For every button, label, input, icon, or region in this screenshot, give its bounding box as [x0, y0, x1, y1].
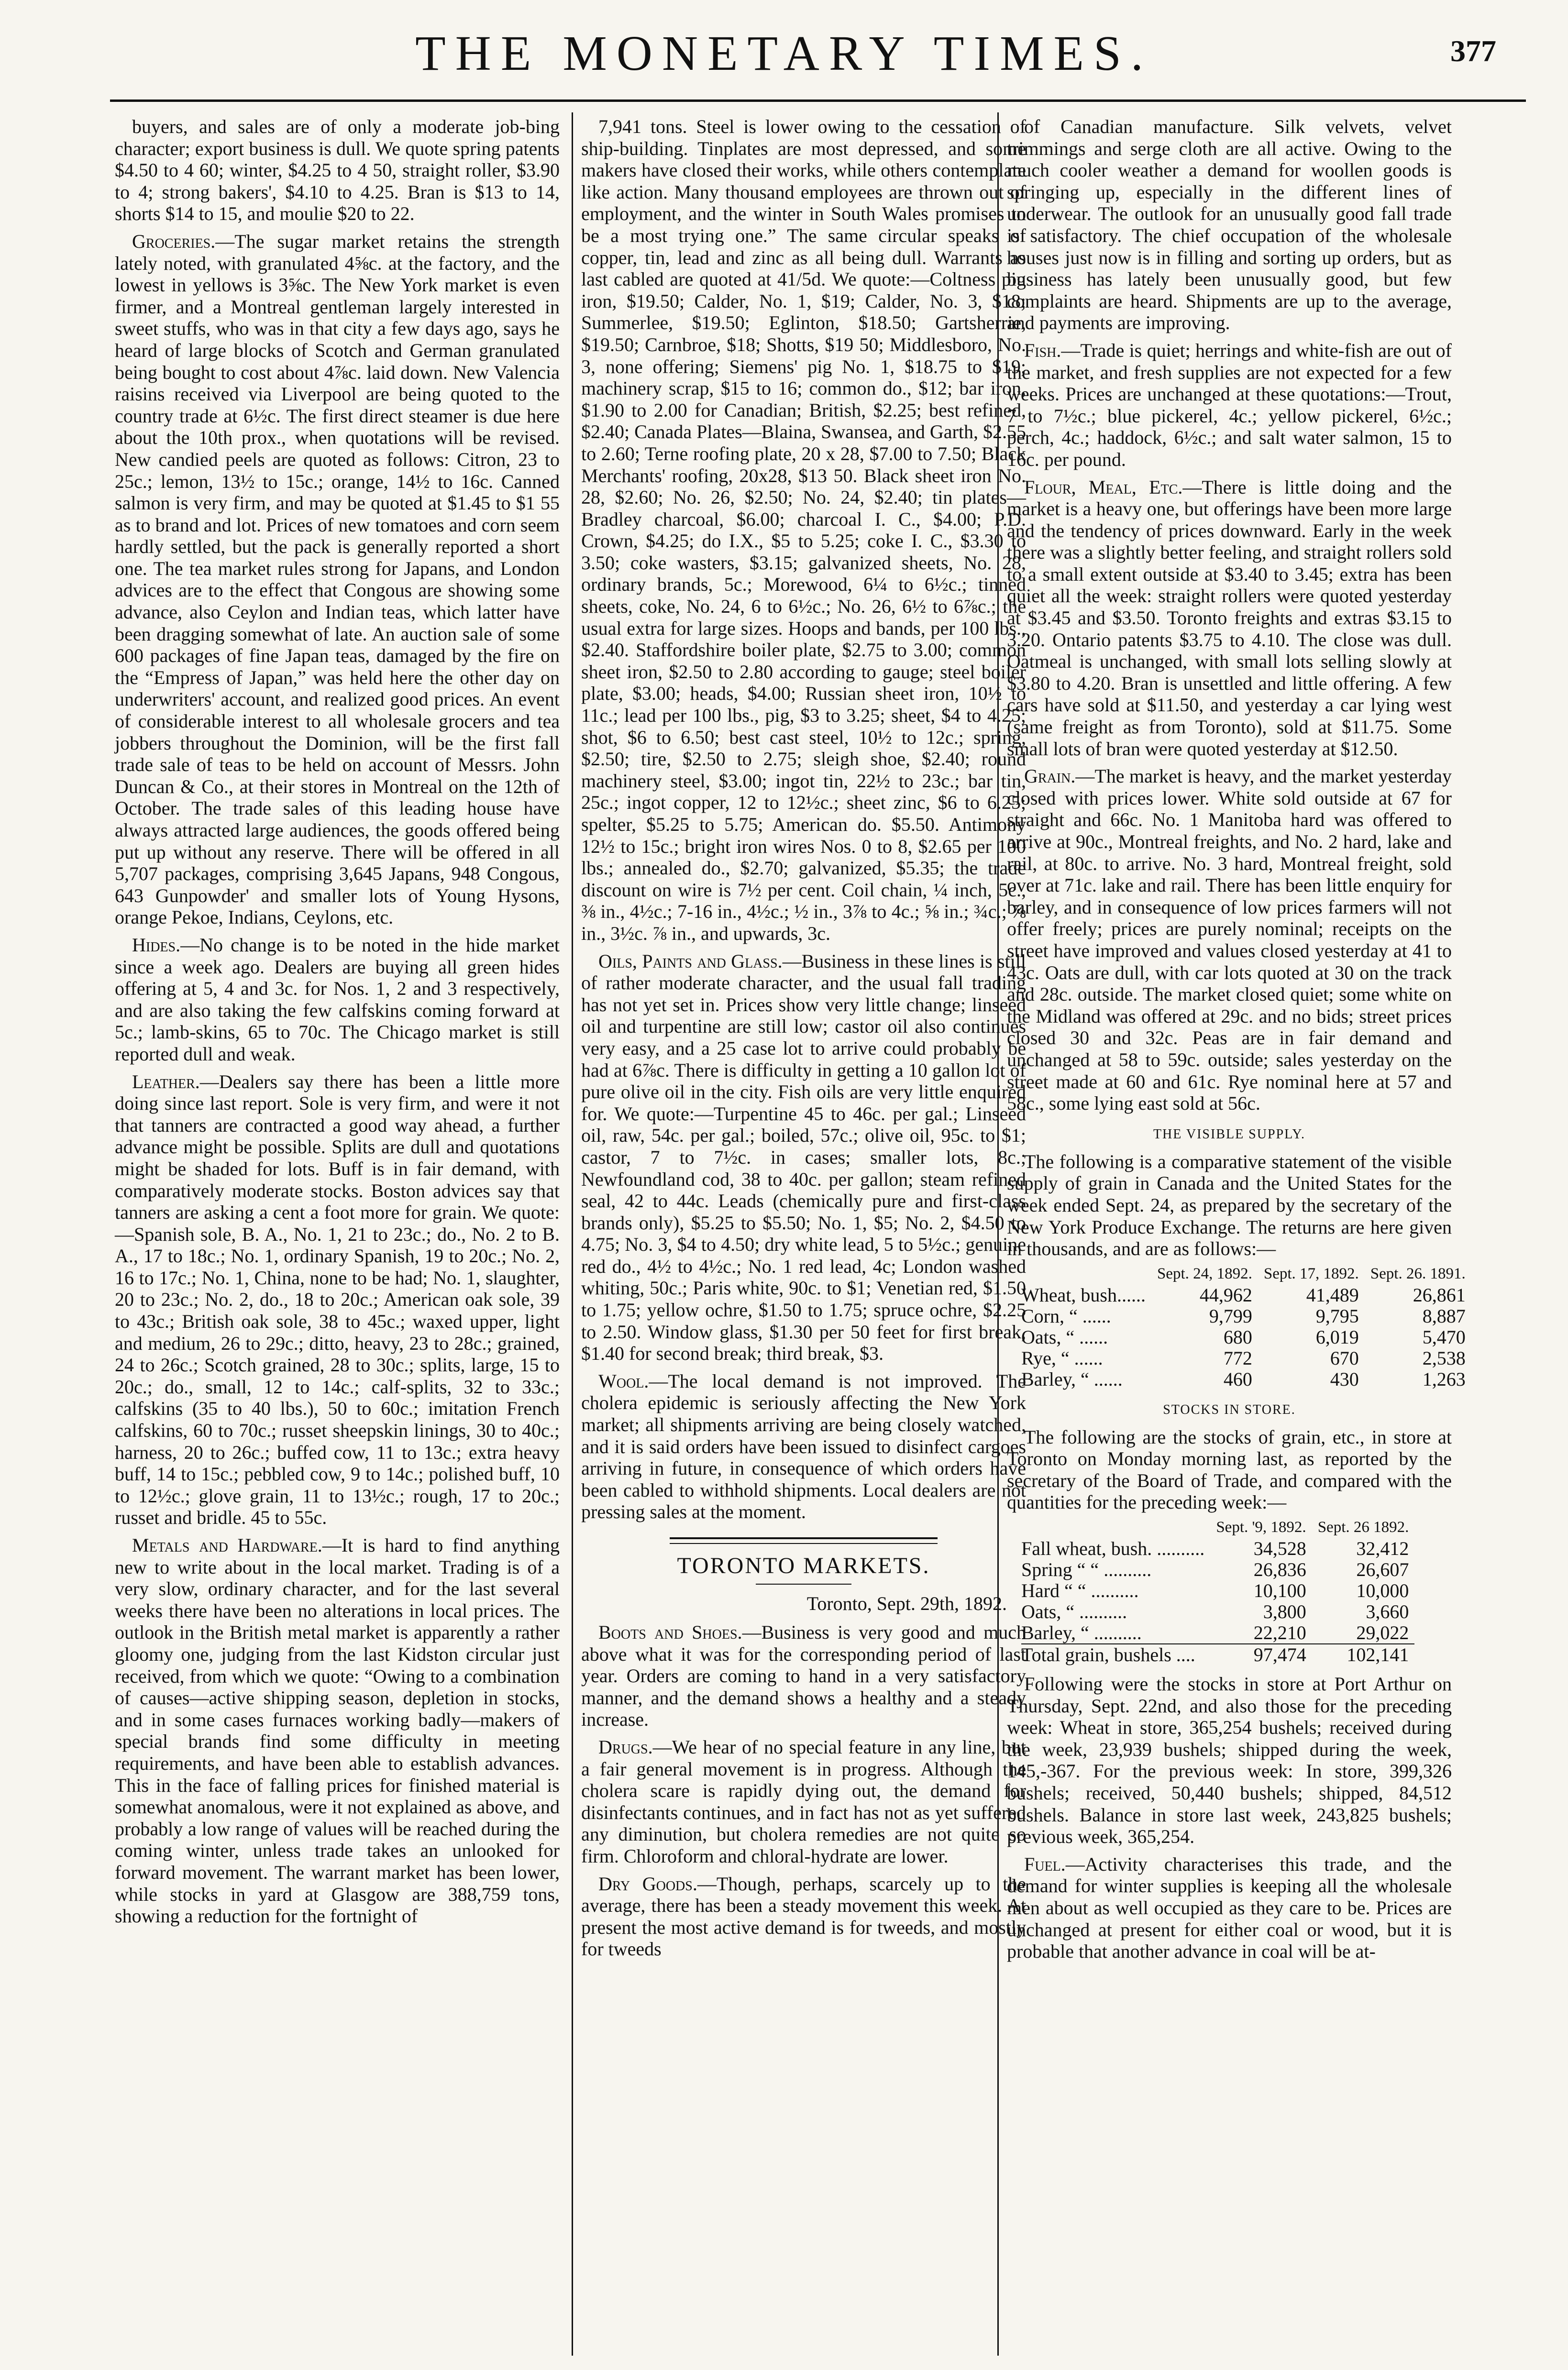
- section-head: Groceries.: [132, 230, 216, 252]
- dateline: Toronto, Sept. 29th, 1892.: [806, 1593, 1007, 1614]
- article-paragraph: [581, 1621, 1026, 1731]
- paragraph-text: Following were the stocks in store at Port Arthur on Thursday, Sept. 22nd, and also those for the preceding week: Wheat in store, 365,254 bushels; received during the week, 23,939 bushels; shipped during the week, 145,-367. For the previous week: In store, 399,326 bushels; received, 50,440 bushels; shipped, 84,512 bushels. Balance in store last week, 243,825 bushels; previous week, 365,254.: [1007, 1673, 1452, 1848]
- table-cell: 5,470: [1422, 1326, 1466, 1348]
- section-head: Grain.: [1024, 765, 1076, 787]
- paragraph-text: of Canadian manufacture. Silk velvets, velvet trimmings and serge cloth are all active. Owing to the much cooler weather a demand for woollen goods is springing up, especially in the different lines of underwear. The outlook for an unusually good fall trade is satisfactory. The chief occupation of the wholesale houses just now is in filling and sorting up orders, but as business has lately been unusually good, but few complaints are heard. Shipments are up to the average, and payments are improving.: [1007, 116, 1452, 334]
- section-head: Drugs.: [598, 1736, 653, 1758]
- table-cell: 2,538: [1422, 1347, 1466, 1369]
- section-title: TORONTO MARKETS.: [677, 1553, 930, 1578]
- column-header: Sept. 26. 1891.: [1370, 1265, 1466, 1282]
- table-cell: 3,660: [1366, 1601, 1409, 1623]
- row-label: Total grain, bushels ....: [1021, 1644, 1210, 1665]
- paragraph-text: —Trade is quiet; herrings and white-fish are out of the market, and fresh supplies are not expected for a few weeks. Prices are unchanged at these quotations:—Trout, 7 to 7½c.; blue pickerel, 4c.; yellow pickerel, 6½c.; perch, 4c.; haddock, 6½c.; and salt water salmon, 15 to 16c. per pound.: [1007, 339, 1452, 470]
- table-row: [1021, 1348, 1471, 1369]
- stocks-in-store-table: [1021, 1519, 1414, 1665]
- section-head: Boots and Shoes.: [598, 1621, 742, 1643]
- stocks-in-store-intro: The following are the stocks of grain, etc., in store at Toronto on Monday morning last, as reported by the secretary of the Board of Trade, and compared with the quantities for the preceding week:—: [1007, 1426, 1452, 1513]
- section-head: Leather.: [132, 1070, 200, 1092]
- article-paragraph: [115, 1071, 560, 1529]
- table-cell: 680: [1223, 1326, 1252, 1348]
- section-head: Dry Goods.: [598, 1873, 697, 1895]
- column-2: [581, 116, 1026, 1966]
- table-row: [1021, 1285, 1471, 1306]
- table-cell: 97,474: [1210, 1644, 1312, 1665]
- paragraph-text: —The market is heavy, and the market yesterday closed with prices lower. White sold outside at 67 for straight and 66c. No. 1 Manitoba hard was offered to arrive at 90c., Montreal freights, and No. 2 hard, lake and rail, at 80c. to arrive. No. 3 hard, Montreal freight, sold over at 71c. lake and rail. There has been little enquiry for barley, and in consequence of low prices farmers will not offer freely; prices are purely nominal; receipts on the street have improved and values closed yesterday at 41 to 43c. Oats are dull, with car lots quoted at 30 on the track and 28c. outside. The market closed quiet; some white on the Midland was offered at 29c. and no bids; street prices closed 30 and 32c. Peas are in fair demand and unchanged at 58 to 59c. outside; sales yesterday on the street made at 60 and 61c. Rye nominal here at 57 and 58c., some lying east sold at 56c.: [1007, 765, 1452, 1114]
- row-label: Barley, “ ......: [1021, 1368, 1123, 1390]
- column-header: Sept. 26 1892.: [1317, 1519, 1409, 1536]
- table-cell: 29,022: [1356, 1622, 1409, 1644]
- table-cell: 1,263: [1422, 1368, 1466, 1390]
- row-label: Hard “ “ ..........: [1021, 1580, 1139, 1602]
- article-paragraph: [115, 116, 560, 225]
- table-cell: 10,100: [1253, 1580, 1306, 1602]
- section-head: Oils, Paints and Glass.: [598, 950, 783, 972]
- table-row: [1021, 1580, 1414, 1601]
- paragraph-text: —Though, perhaps, scarcely up to the average, there has been a steady movement this week. At present the most active demand is for tweeds, and mostly for tweeds: [581, 1873, 1026, 1960]
- table-cell: 22,210: [1253, 1622, 1306, 1644]
- article-paragraph: [1007, 116, 1452, 334]
- table-cell: 26,836: [1253, 1559, 1306, 1581]
- article-paragraph: [115, 934, 560, 1065]
- table-row: [1021, 1622, 1414, 1644]
- row-label: Wheat, bush......: [1021, 1284, 1146, 1306]
- table-cell: 102,141: [1312, 1644, 1415, 1665]
- table-cell: 41,489: [1306, 1284, 1359, 1306]
- table-cell: 772: [1223, 1347, 1252, 1369]
- column-rule: [572, 112, 573, 2356]
- article-paragraph: [1007, 1673, 1452, 1848]
- row-label: Oats, “ ..........: [1021, 1601, 1127, 1623]
- article-paragraph: [581, 950, 1026, 1365]
- row-label: Spring “ “ ..........: [1021, 1559, 1152, 1581]
- article-paragraph: [581, 1736, 1026, 1867]
- paragraph-text: —There is little doing and the market is a heavy one, but offerings have been more large and the tendency of prices downward. Early in the week there was a slightly better feeling, and straight rollers sold to a small extent outside at $3.40 to 3.45; extra has been quiet all the week: straight rollers were quoted yesterday at $3.45 and $3.50. Toronto freights and extras $3.15 to 3.20. Ontario patents $3.75 to 4.10. The close was dull. Oatmeal is unchanged, with small lots selling slowly at $3.80 to 4.20. Bran is unsettled and little offering. A few cars have sold at $11.50, and yesterday a car lying west (same freight as from Toronto), sold at $11.75. Some small lots of bran were quoted yesterday at $12.50.: [1007, 476, 1452, 760]
- article-paragraph: [1007, 340, 1452, 471]
- column-header: [1021, 1266, 1151, 1285]
- row-label: Oats, “ ......: [1021, 1326, 1108, 1348]
- table-row: [1021, 1601, 1414, 1622]
- visible-supply-intro: The following is a comparative statement of the visible supply of grain in Canada and the United States for the week ended Sept. 24, as prepared by the secretary of the New York Produce Exchange. The returns are here given in thousands, and are as follows:—: [1007, 1150, 1452, 1260]
- table-header-row: [1021, 1519, 1414, 1538]
- table-cell: 32,412: [1356, 1538, 1409, 1560]
- paragraph-text: 7,941 tons. Steel is lower owing to the cessation of ship-building. Tinplates are most depressed, and some makers have closed their works, while others contemplate like action. Many thousand employees are thrown out of employment, and the winter in South Wales promises to be a most trying one.” The same circular speaks of copper, tin, lead and zinc as all being dull. Warrants as last cabled are quoted at 41/5d. We quote:—Coltness pig iron, $19.50; Calder, No. 1, $19; Calder, No. 3, $18; Summerlee, $19.50; Eglinton, $18.50; Gartsherrie, $19.50; Carnbroe, $18; Shotts, $19 50; Middlesboro, No. 3, none offering; Siemens' pig No. 1, $18.75 to $19; machinery scrap, $15 to 16; common do., $12; bar iron, $1.90 to 2.00 for Canadian; British, $2.25; best refined, $2.40; Canada Plates—Blaina, Swansea, and Garth, $2.55 to 2.60; Terne roofing plate, 20 x 28, $7.00 to 7.50; Black Merchants' roofing, 20x28, $13 50. Black sheet iron No. 28, $2.60; No. 26, $2.50; No. 24, $2.40; tin plates—Bradley charcoal, $6.00; charcoal I. C., $4.00; P.D. Crown, $4.25; do I.X., $5 to 5.25; coke I. C., $3.30 to 3.50; coke wasters, $3.15; galvanized sheets, No. 28, ordinary brands, 5c.; Morewood, 6¼ to 6½c.; tinned sheets, coke, No. 24, 6 to 6½c.; No. 26, 6½ to 6⅞c.; the usual extra for large sizes. Hoops and bands, per 100 lbs., $2.40. Staffordshire boiler plate, $2.75 to 3.00; common sheet iron, $2.50 to 2.80 according to gauge; steel boiler plate, $3.00; heads, $4.00; Russian sheet iron, 10½ to 11c.; lead per 100 lbs., pig, $3 to 3.25; sheet, $4 to 4.25; shot, $6 to 6.50; best cast steel, 10½ to 12c.; spring, $2.50; tire, $2.50 to 2.75; sleigh shoe, $2.40; round machinery steel, $3.00; ingot tin, 22½ to 23c.; bar tin, 25c.; ingot copper, 12 to 12½c.; sheet zinc, $6 to 6.25; spelter, $5.25 to 5.75; American do. $5.50. Antimony 12½ to 15c.; bright iron wires Nos. 0 to 8, $2.65 per 100 lbs.; annealed do., $2.70; galvanized, $5.35; the trade discount on wire is 7½ per cent. Coil chain, ¼ inch, 5c., ⅜ in., 4½c.; 7-16 in., 4½c.; ½ in., 3⅞ to 4c.; ⅝ in.; ¾c.; ⅞ in., 3½c. ⅞ in., and upwards, 3c.: [581, 116, 1026, 944]
- visible-supply-heading: THE VISIBLE SUPPLY.: [1153, 1126, 1306, 1142]
- table-row: [1021, 1538, 1414, 1559]
- section-head: Wool.: [598, 1370, 649, 1392]
- column-header: Sept. 24, 1892.: [1157, 1265, 1252, 1282]
- paragraph-text: —Dealers say there has been a little more doing since last report. Sole is very firm, and were it not that tanners are contracted a good way ahead, a further advance might be possible. Splits are dull and quotations might be shaded for lots. Buff is in fair demand, with comparatively moderate stocks. Boston advices say that tanners are asking a cent a foot more for grain. We quote:—Spanish sole, B. A., No. 1, 21 to 23c.; do., No. 2 to B. A., 17 to 18c.; No. 1, ordinary Spanish, 19 to 20c.; No. 2, 16 to 17c.; No. 1, China, none to be had; No. 1, slaughter, 20 to 23c.; No. 2, do., 18 to 20c.; American oak sole, 39 to 43c.; British oak sole, 38 to 45c.; waxed upper, light and medium, 26 to 29c.; ditto, heavy, 23 to 28c.; grained, 24 to 26c.; Scotch grained, 28 to 30c.; splits, large, 15 to 20c.; do., small, 12 to 14c.; calf-splits, 32 to 33c.; calfskins (35 to 40 lbs.), 50 to 60c.; imitation French calfskins, 60 to 70c.; russet sheepskin linings, 30 to 40c.; harness, 20 to 26c.; buffed cow, 11 to 13c.; extra heavy buff, 14 to 15c.; pebbled cow, 9 to 14c.; polished buff, 10 to 12½c.; glove grain, 11 to 13½c.; rough, 17 to 20c.; russet and bridle. 45 to 55c.: [115, 1070, 560, 1529]
- paragraph-text: —We hear of no special feature in any line, but a fair general movement is in progress. Although the cholera scare is rapidly dying out, the demand for disinfectants continues, and in fact has not as yet suffered any diminution, but cholera remedies are not quite so firm. Chloroform and chloral-hydrate are lower.: [581, 1736, 1026, 1867]
- table-row: [1021, 1369, 1471, 1390]
- paragraph-text: —Activity characterises this trade, and the demand for winter supplies is keeping all the wholesale men about as well occupied as they care to be. Prices are unchanged at present for either coal or wood, but it is probable that another advance in coal will be at-: [1007, 1853, 1452, 1962]
- article-paragraph: [581, 116, 1026, 945]
- table-cell: 8,887: [1422, 1305, 1466, 1327]
- stocks-in-store-heading: STOCKS IN STORE.: [1163, 1402, 1296, 1417]
- title-rule: [756, 1584, 851, 1585]
- article-paragraph: [115, 231, 560, 928]
- paragraph-text: —No change is to be noted in the hide market since a week ago. Dealers are buying all green hides offering at 5, 4 and 3c. for Nos. 1, 2 and 3 respectively, and are also taking the few calfskins coming forward at 5c.; lamb-skins, 65 to 70c. The Chicago market is still reported dull and weak.: [115, 934, 560, 1065]
- table-cell: 26,607: [1356, 1559, 1409, 1581]
- total-row: [1021, 1644, 1414, 1665]
- article-paragraph: [115, 1534, 560, 1927]
- table-row: [1021, 1559, 1414, 1580]
- column-header: Sept. 17, 1892.: [1263, 1265, 1359, 1282]
- table-cell: 34,528: [1253, 1538, 1306, 1560]
- section-head: Hides.: [132, 934, 181, 956]
- row-label: Rye, “ ......: [1021, 1347, 1103, 1369]
- section-head: Flour, Meal, Etc.: [1024, 476, 1183, 498]
- masthead: [0, 0, 1568, 110]
- table-cell: 430: [1330, 1368, 1359, 1390]
- table-cell: 9,799: [1209, 1305, 1252, 1327]
- article-paragraph: [1007, 476, 1452, 760]
- paragraph-text: —Business in these lines is still of rather moderate character, and the usual fall trading has not yet set in. Prices show very little change; linseed oil and turpentine are still low; castor oil also continues very easy, and a 25 case lot to arrive could probably be had at 6⅞c. There is difficulty in getting a 10 gallon lot of pure olive oil in the city. Fish oils are very little enquired for. We quote:—Turpentine 45 to 46c. per gal.; Linseed oil, raw, 54c. per gal.; boiled, 57c.; olive oil, 95c. to $1; castor, 7 to 7½c. in cases; smaller lots, 8c.; Newfoundland cod, 38 to 40c. per gallon; steam refined seal, 42 to 44c. Leads (chemically pure and first-class brands only), $5.25 to $5.50; No. 1, $5; No. 2, $4.50 to 4.75; No. 3, $4 to 4.50; dry white lead, 5 to 5½c.; genuine red do., 4½ to 4½c.; No. 1 red lead, 4c; London washed whiting, 50c.; Paris white, 90c. to $1; Venetian red, $1.50 to 1.75; yellow ochre, $1.50 to 1.75; spruce ochre, $2.25 to 2.50. Window glass, $1.30 per 50 feet for first break, $1.40 for second break; third break, $3.: [581, 950, 1027, 1365]
- paragraph-text: —The local demand is not improved. The cholera epidemic is seriously affecting the New York market; all shipments arriving are being closely watched, and it is said orders have been issued to disinfect cargoes arriving in future, in consequence of which orders have been cabled to withhold shipments. Local dealers are not pressing sales at the moment.: [581, 1370, 1026, 1523]
- table-cell: 26,861: [1413, 1284, 1466, 1306]
- table-cell: 6,019: [1315, 1326, 1359, 1348]
- article-paragraph: [581, 1873, 1026, 1960]
- table-row: [1021, 1306, 1471, 1327]
- article-paragraph: [581, 1370, 1026, 1523]
- row-label: Barley, “ ..........: [1021, 1622, 1142, 1644]
- table-cell: 44,962: [1199, 1284, 1252, 1306]
- paragraph-text: —It is hard to find anything new to write about in the local market. Trading is of a very slow, ordinary character, and for the last several weeks there have been no alterations in local prices. The outlook in the British metal market is apparently a rather gloomy one, judging from the last Kidston circular just received, from which we quote: “Owing to a combination of causes—active shipping season, depletion in stocks, and in some cases furnaces working badly—makers of special brands find some difficulty in meeting requirements, and have been able to establish advances. This in the face of falling prices for finished material is somewhat anomalous, were it not explained as above, and probably a low range of values will be reached during the coming winter, unless trade takes an unlooked for forward movement. The warrant market has been lower, while stocks in yard at Glasgow are 388,759 tons, showing a reduction for the fortnight of: [115, 1534, 560, 1927]
- article-paragraph: [1007, 1853, 1452, 1962]
- table-header-row: [1021, 1266, 1471, 1285]
- table-cell: 460: [1223, 1368, 1252, 1390]
- table-cell: 10,000: [1356, 1580, 1409, 1602]
- paragraph-text: buyers, and sales are of only a moderate job-bing character; export business is dull. We quote spring patents $4.50 to 4 60; winter, $4.25 to 4 50, straight roller, $3.90 to 4; strong bakers', $4.10 to 4.25. Bran is $13 to 14, shorts $14 to 15, and moulie $20 to 22.: [115, 116, 560, 225]
- paragraph-text: —The sugar market retains the strength lately noted, with granulated 4⅝c. at the factory, and the lowest in yellows is 3⅝c. The New York market is even firmer, and a Montreal gentleman largely interested in sweet stuffs, who was in that city a few days ago, says he heard of large blocks of Scotch and German granulated being bought to cost about 4⅞c. laid down. New Valencia raisins received via Liverpool are being quoted to the country trade at 6½c. The first direct steamer is due here about the 10th prox., when quotations will be revised. New candied peels are quoted as follows: Citron, 23 to 25c.; lemon, 13½ to 15c.; orange, 14½ to 16c. Canned salmon is very firm, and may be quoted at $1.45 to $1 55 as to brand and lot. Prices of new tomatoes and corn seem hardly settled, but the pack is generally reported a short one. The tea market rules strong for Japans, and London advices are to the effect that Congous are showing some advance, also Ceylon and Indian teas, which latter have been dragging somewhat of late. An auction sale of some 600 packages of fine Japan teas, damaged by the fire on the “Empress of Japan,” was held here the other day on underwriters' account, and realized good prices. An event of considerable interest to all wholesale grocers and tea jobbers throughout the Dominion, will be the first fall trade sale of teas to be held on account of Messrs. John Duncan & Co., at their stores in Montreal on the 12th of October. The trade sales of this leading house have always attracted large audiences, the goods offered being put up without any reserve. There will be offered in all 5,707 packages, comprising 3,645 Japans, 948 Congous, 643 Gunpowder' and smaller lots of Young Hysons, orange Pekoe, Indians, Ceylons, etc.: [115, 230, 560, 928]
- table-cell: 3,800: [1263, 1601, 1306, 1623]
- row-label: Fall wheat, bush. ..........: [1021, 1538, 1205, 1560]
- section-head: Fuel.: [1024, 1853, 1066, 1875]
- toronto-markets-header: [581, 1537, 1026, 1585]
- section-head: Metals and Hardware.: [132, 1534, 322, 1556]
- row-label: Corn, “ ......: [1021, 1305, 1111, 1327]
- newspaper-title: THE MONETARY TIMES.: [415, 26, 1153, 81]
- column-header: [1021, 1519, 1210, 1538]
- header-rule: [110, 99, 1526, 102]
- table-row: [1021, 1327, 1471, 1348]
- column-1: [115, 116, 560, 1933]
- table-cell: 9,795: [1315, 1305, 1359, 1327]
- paragraph-text: —Business is very good and much above what it was for the corresponding period of last year. Orders are coming to hand in a very satisfactory manner, and the demand shows a healthy and a steady increase.: [581, 1621, 1027, 1731]
- column-3: [1007, 116, 1466, 1968]
- visible-supply-table: [1021, 1266, 1471, 1390]
- section-head: Fish.: [1024, 339, 1061, 361]
- table-cell: 670: [1330, 1347, 1359, 1369]
- article-paragraph: [1007, 765, 1452, 1114]
- column-header: Sept. '9, 1892.: [1216, 1519, 1306, 1536]
- section-divider: [670, 1537, 938, 1544]
- page-number: 377: [1450, 34, 1496, 68]
